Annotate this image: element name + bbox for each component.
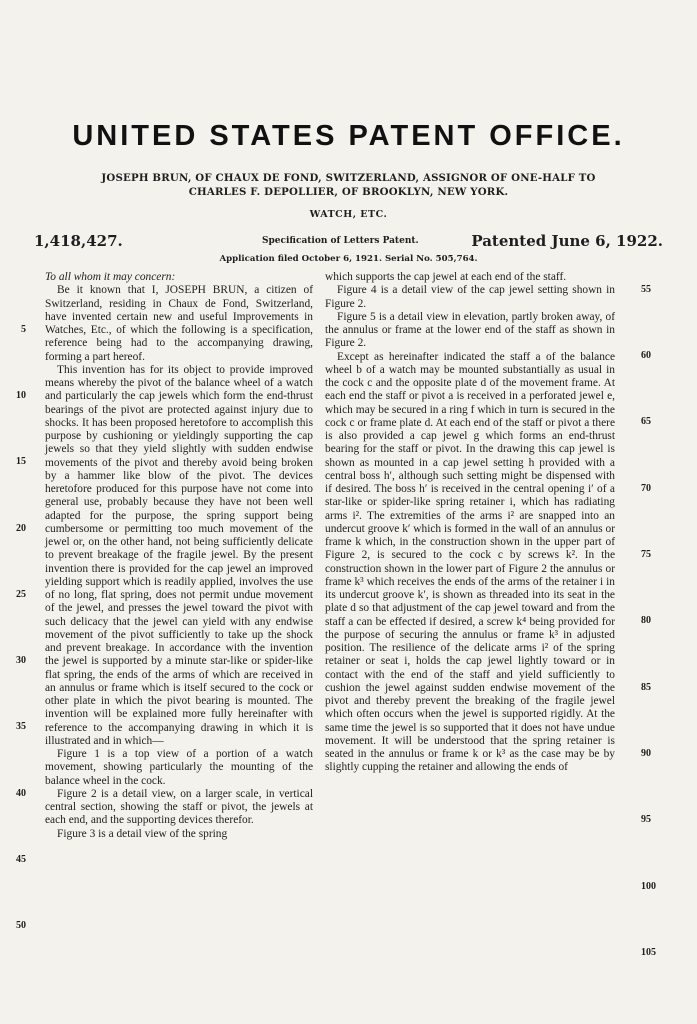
patent-subject: WATCH, ETC. — [309, 209, 388, 220]
left-column — [45, 271, 313, 841]
inventor-block — [60, 171, 637, 199]
line-number: 15 — [16, 456, 26, 467]
paragraph: Except as hereinafter indicated the staff a of the balance wheel b of a watch may be mounted substantially as usual in the cock c and the opposite plate d of the movement frame. At each end the staff or pivot a is received in a perforated jewel e, which may be secured in a ring f which in turn is secured in the cock c or frame plate d. At each end of the staff or pivot a there is also provided a cap jewel g which forms an end-thrust bearing for the staff or pivot. In the drawing this cap jewel is shown as mounted in a cap jewel setting h provided with a central boss h′, although such setting might be dispensed with if desired. The boss h′ is received in the central opening i′ of a star-like or spider-like spring retainer i, which has radiating arms i². The extremities of the arms i² are snapped into an undercut groove k′ which is formed in the wall of an annulus or frame k which, in the construction shown in the upper part of Figure 2, is secured to the cock c by screws k². In the construction shown in the lower part of Figure 2 the annulus or frame k³ which receives the ends of the arms of the retainer i in its undercut groove k′, is shown as threaded into its seat in the plate d so that adjustment of the cap jewel toward and from the staff a can be effected if desired, a screw k⁴ being provided for the purpose of securing the annulus or frame k³ in adjusted position. The resilience of the delicate arms i² of the spring retainer or seat i, holds the cap jewel lightly toward or in contact with the end of the staff and yield sufficiently to cushion the jewel against sudden endwise movement of the pivot and thereby prevent the breaking of the fragile jewel which often occurs when the jewel is supported rigidly. At the same time the jewel is so supported that it does not have undue movement. It will be understood that the spring retainer is seated in the annulus or frame k or k³ as the case may be by slightly cupping the retainer and allowing the ends of — [325, 350, 615, 774]
line-number: 50 — [16, 920, 26, 931]
line-number: 30 — [16, 655, 26, 666]
patented-date: Patented June 6, 1922. — [471, 232, 663, 250]
paragraph: Figure 1 is a top view of a portion of a watch movement, showing particularly the mounting of the balance wheel in the cock. — [45, 748, 313, 787]
line-number: 40 — [16, 788, 26, 799]
line-number: 5 — [21, 324, 26, 335]
line-number: 25 — [16, 589, 26, 600]
page-title: UNITED STATES PATENT OFFICE. — [72, 120, 625, 152]
line-number: 45 — [16, 854, 26, 865]
inventor-line-2: CHARLES F. DEPOLLIER, OF BROOKLYN, NEW YORK. — [188, 186, 509, 198]
specification-label: Specification of Letters Patent. — [262, 236, 419, 246]
right-column — [325, 271, 615, 775]
line-number: 70 — [641, 483, 651, 494]
paragraph: Figure 3 is a detail view of the spring — [57, 827, 228, 840]
line-number: 95 — [641, 814, 651, 825]
paragraph: which supports the cap jewel at each end of the staff. — [325, 271, 567, 283]
line-number: 100 — [641, 881, 656, 892]
line-number: 60 — [641, 350, 651, 361]
line-number: 35 — [16, 721, 26, 732]
line-number: 90 — [641, 748, 651, 759]
line-number: 85 — [641, 682, 651, 693]
inventor-line-1: JOSEPH BRUN, OF CHAUX DE FOND, SWITZERLAND, ASSIGNOR OF ONE-HALF TO — [101, 172, 596, 184]
paragraph: This invention has for its object to provide improved means whereby the pivot of the balance wheel of a watch and particularly the cap jewels which form the end-thrust bearings of the pivot are protected against injury due to shocks. It has been proposed heretofore to accomplish this purpose by cushioning or yieldingly supporting the cap jewels so that they yield slightly with sudden endwise movements of the pivot and thereby avoid being broken by a hammer like blow of the pivot. The devices heretofore produced for this purpose have not come into general use, probably because they have not been well adapted for the purpose, the spring support being cumbersome or permitting too much movement of the jewel or, on the other hand, not being sufficiently delicate to prevent breakage of the fragile jewel. By the present invention there is provided for the cap jewel an improved yielding support which is readily applied, involves the use of no long, flat spring, does not permit undue movement of the jewel, and presses the jewel toward the pivot with such delicacy that the jewel can yield with any endwise movement of the pivot sufficiently to take up the shock and prevent breakage. In accordance with the invention the jewel is supported by a minute star-like or spider-like flat spring, the ends of the arms of which are received in an annulus or frame which is itself secured to the cock or other plate in which the pivot bearing is mounted. The invention will be explained more fully hereinafter with reference to the accompanying drawing in which it is illustrated and in which— — [45, 363, 313, 747]
line-number: 75 — [641, 549, 651, 560]
paragraph: Figure 2 is a detail view, on a larger scale, in vertical central section, showing the staff or pivot, the jewels at each end, and the supporting devices therefor. — [45, 787, 313, 827]
line-number: 80 — [641, 615, 651, 626]
paragraph: Figure 4 is a detail view of the cap jewel setting shown in Figure 2. — [325, 284, 615, 310]
application-line: Application filed October 6, 1921. Serial No. 505,764. — [219, 254, 478, 264]
patent-meta-row — [34, 232, 663, 254]
line-number: 105 — [641, 947, 656, 958]
paragraph: Figure 5 is a detail view in elevation, partly broken away, of the annulus or frame at the lower end of the staff as shown in Figure 2. — [325, 310, 615, 350]
line-number: 55 — [641, 284, 651, 295]
patent-number: 1,418,427. — [34, 232, 123, 250]
salutation: To all whom it may concern: — [45, 271, 176, 283]
paragraph: Be it known that I, JOSEPH BRUN, a citizen of Switzerland, residing in Chaux de Fond, Switzerland, have invented certain new and useful Improvements in Watches, Etc., of which the following is a specification, reference being had to the accompanying drawing, forming a part hereof. — [45, 284, 313, 363]
line-number: 10 — [16, 390, 26, 401]
line-number: 65 — [641, 416, 651, 427]
line-number: 20 — [16, 523, 26, 534]
